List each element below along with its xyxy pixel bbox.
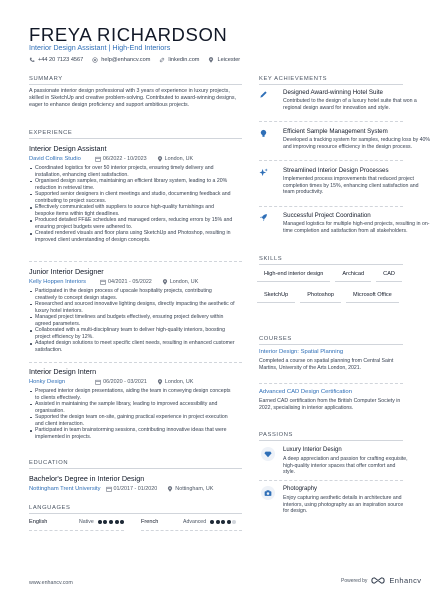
location-text: Leicester bbox=[217, 57, 241, 63]
courses-heading: COURSES bbox=[259, 336, 292, 342]
company-name: Honky Design bbox=[29, 379, 66, 385]
skill-tag: Microsoft Office bbox=[346, 288, 399, 303]
camera-icon bbox=[261, 486, 275, 500]
rating-dot-filled bbox=[216, 520, 220, 524]
job-location-text: London, UK bbox=[169, 279, 199, 285]
rating-dot-filled bbox=[120, 520, 124, 524]
rating-dot-filled bbox=[210, 520, 214, 524]
experience-rule bbox=[29, 138, 242, 139]
education-dates bbox=[106, 486, 158, 492]
candidate-name: FREYA RICHARDSON bbox=[29, 24, 228, 45]
footer-branding bbox=[341, 576, 421, 585]
job-location bbox=[162, 279, 198, 285]
achievement-title: Streamlined Interior Design Processes bbox=[283, 167, 389, 174]
email-contact[interactable] bbox=[92, 57, 150, 63]
achievements-rule bbox=[259, 84, 403, 85]
skill-tag: CAD bbox=[376, 267, 402, 282]
language-rating bbox=[98, 520, 124, 524]
achievements-heading: KEY ACHIEVEMENTS bbox=[259, 76, 328, 82]
list-item: Created rendered visuals and floor plans using SketchUp and Photoshop, resulting in improved client understanding of design concepts. bbox=[29, 230, 235, 243]
job-dates-text: 04/2021 - 05/2022 bbox=[108, 279, 152, 285]
rating-dot-filled bbox=[227, 520, 231, 524]
location-pin-icon bbox=[157, 156, 163, 162]
calendar-icon bbox=[100, 279, 106, 285]
achievement-desc: Implemented process improvements that reduced project completion times by 15%, enhancing client satisfaction and team productivity. bbox=[283, 176, 419, 196]
rocket-icon bbox=[259, 213, 268, 222]
list-item: Supported the design team on-site, gaining practical experience in project execution and client interaction. bbox=[29, 414, 235, 427]
skill-tag: Archicad bbox=[335, 267, 371, 282]
language-level: Advanced bbox=[183, 519, 207, 525]
contact-row bbox=[29, 57, 240, 63]
brand-name: Enhancv bbox=[389, 576, 422, 585]
job-dates-text: 06/2020 - 03/2021 bbox=[103, 379, 147, 385]
skills-list bbox=[257, 267, 407, 309]
location-contact bbox=[208, 57, 240, 63]
powered-by-text: Powered by bbox=[341, 577, 368, 584]
languages-heading: LANGUAGES bbox=[29, 505, 71, 511]
languages-rule bbox=[29, 513, 242, 514]
rating-dot-filled bbox=[221, 520, 225, 524]
skills-rule bbox=[259, 264, 403, 265]
job-meta bbox=[29, 156, 203, 162]
divider bbox=[29, 261, 242, 262]
list-item: Collaborated with a multi-disciplinary team to deliver high-quality interiors, boosting project efficiency by 12%. bbox=[29, 327, 235, 340]
job-bullets bbox=[29, 288, 235, 353]
list-item: Managed project timelines and budgets effectively, ensuring project delivery within agreed parameters. bbox=[29, 314, 235, 327]
list-item: Participated in the design process of upscale hospitality projects, contributing creatively to concept design stages. bbox=[29, 288, 235, 301]
link-icon bbox=[159, 57, 165, 63]
calendar-icon bbox=[95, 379, 101, 385]
education-heading: EDUCATION bbox=[29, 460, 69, 466]
degree-title: Bachelor's Degree in Interior Design bbox=[29, 474, 145, 483]
achievement-title: Efficient Sample Management System bbox=[283, 128, 388, 135]
passions-rule bbox=[259, 440, 403, 441]
language-row bbox=[141, 519, 236, 525]
rating-dot-filled bbox=[115, 520, 119, 524]
passion-title: Luxury Interior Design bbox=[283, 447, 342, 453]
language-row bbox=[29, 519, 124, 525]
achievement-desc: Contributed to the design of a luxury hotel suite that won a regional design award for innovation and style. bbox=[283, 98, 417, 111]
skill-tag: SketchUp bbox=[257, 288, 295, 303]
job-title: Interior Design Assistant bbox=[29, 144, 107, 153]
skills-heading: SKILLS bbox=[259, 256, 283, 262]
achievement-title: Successful Project Coordination bbox=[283, 212, 371, 219]
divider bbox=[259, 160, 403, 161]
calendar-icon bbox=[106, 486, 112, 492]
job-location-text: London, UK bbox=[164, 379, 194, 385]
courses-rule bbox=[259, 344, 403, 345]
divider bbox=[29, 362, 242, 363]
list-item: Coordinated logistics for over 50 interior projects, ensuring timely delivery and installation, enhancing client satisfaction. bbox=[29, 165, 235, 178]
rating-dot-filled bbox=[103, 520, 107, 524]
job-dates bbox=[95, 156, 147, 162]
achievement-title: Designed Award-winning Hotel Suite bbox=[283, 89, 383, 96]
phone-text: +44 20 7123 4567 bbox=[38, 57, 84, 63]
list-item: Participated in team brainstorming sessions, contributing innovative ideas that were implemented in projects. bbox=[29, 427, 235, 440]
location-pin-icon bbox=[162, 279, 168, 285]
skill-tag: Photoshop bbox=[300, 288, 341, 303]
linkedin-text: linkedin.com bbox=[168, 57, 200, 63]
rating-dot-empty bbox=[232, 520, 236, 524]
job-bullets bbox=[29, 388, 235, 440]
divider bbox=[259, 206, 403, 207]
company-name: David Collins Studio bbox=[29, 156, 81, 162]
course-title: Interior Design: Spatial Planning bbox=[259, 349, 344, 355]
location-pin-icon bbox=[157, 379, 163, 385]
language-name: English bbox=[29, 519, 48, 525]
divider bbox=[259, 121, 403, 122]
location-pin-icon bbox=[167, 486, 173, 492]
education-dates-text: 01/2017 - 01/2020 bbox=[113, 486, 158, 492]
language-name: French bbox=[141, 519, 159, 525]
list-item: Produced detailed FF&E schedules and managed orders, reducing errors by 15% and ensuring project budgets were adhered to. bbox=[29, 217, 235, 230]
course-desc: Completed a course on spatial planning from Central Saint Martins, University of the Arts London, 2021. bbox=[259, 358, 394, 371]
passion-desc: Enjoy capturing aesthetic details in architecture and interiors, using photography as an inspiration source for design. bbox=[283, 495, 404, 515]
job-location bbox=[157, 156, 193, 162]
rating-dot-filled bbox=[109, 520, 113, 524]
list-item: Supported senior designers in client meetings and studio, documenting feedback and contributing to project success. bbox=[29, 191, 235, 204]
rating-dot-filled bbox=[98, 520, 102, 524]
job-location bbox=[157, 379, 193, 385]
footer-site-link[interactable]: www.enhancv.com bbox=[29, 580, 73, 586]
education-meta bbox=[29, 486, 223, 492]
education-location-text: Nottingham, UK bbox=[175, 486, 214, 492]
phone-icon bbox=[29, 57, 35, 63]
achievement-desc: Developed a tracking system for samples, reducing loss by 40% and improving resource efficiency in the design process. bbox=[283, 137, 430, 150]
education-rule bbox=[29, 468, 242, 469]
divider bbox=[29, 530, 124, 531]
education-location bbox=[167, 486, 213, 492]
company-name: Kelly Hoppen Interiors bbox=[29, 279, 87, 285]
lightbulb-icon bbox=[259, 129, 268, 138]
list-item: Organised design samples, maintaining an efficient library system, leading to a 20% reduction in retrieval time. bbox=[29, 178, 235, 191]
passion-desc: A deep appreciation and passion for crafting exquisite, high-quality interior spaces that offer comfort and style. bbox=[283, 456, 408, 476]
summary-rule bbox=[29, 84, 242, 85]
passion-title: Photography bbox=[283, 486, 318, 492]
job-dates bbox=[95, 379, 147, 385]
summary-text: A passionate interior design professional with 3 years of experience in luxury projects, skilled in SketchUp and creative problem-solving. Contributed to award-winning designs, eager to enhance design proficiency and support ambitious projects. bbox=[29, 88, 236, 109]
job-bullets bbox=[29, 165, 235, 244]
stars-icon bbox=[259, 168, 268, 177]
skill-tag: High-end interior design bbox=[257, 267, 330, 282]
pen-icon bbox=[259, 90, 268, 99]
school-name: Nottingham Trent University bbox=[29, 486, 101, 492]
job-location-text: London, UK bbox=[164, 156, 194, 162]
job-meta bbox=[29, 379, 203, 385]
job-title: Junior Interior Designer bbox=[29, 267, 104, 276]
divider bbox=[259, 383, 403, 384]
list-item: Researched and sourced innovative lighting designs, directly impacting the aesthetic of luxury hotel interiors. bbox=[29, 301, 235, 314]
location-pin-icon bbox=[208, 57, 214, 63]
at-icon bbox=[92, 57, 98, 63]
experience-heading: EXPERIENCE bbox=[29, 130, 73, 136]
job-meta bbox=[29, 279, 208, 285]
course-title: Advanced CAD Design Certification bbox=[259, 389, 352, 395]
list-item: Prepared interior design presentations, aiding the team in conveying design concepts to clients effectively. bbox=[29, 388, 235, 401]
email-text: help@enhancv.com bbox=[101, 57, 151, 63]
job-title: Interior Design Intern bbox=[29, 367, 97, 376]
list-item: Adapted design solutions to meet specific client needs, resulting in enhanced customer satisfaction. bbox=[29, 340, 235, 353]
gem-icon bbox=[261, 447, 275, 461]
language-level: Native bbox=[79, 519, 94, 525]
candidate-role: Interior Design Assistant | High-End Interiors bbox=[29, 43, 171, 52]
divider bbox=[259, 480, 403, 481]
job-dates bbox=[100, 279, 152, 285]
achievement-desc: Managed logistics for multiple high-end projects, resulting in on-time completion and satisfaction from all stakeholders. bbox=[283, 221, 430, 234]
language-rating bbox=[210, 520, 236, 524]
list-item: Assisted in maintaining the sample library, leading to improved accessibility and organisation. bbox=[29, 401, 235, 414]
calendar-icon bbox=[95, 156, 101, 162]
course-desc: Earned CAD certification from the British Computer Society in 2022, specialising in interior applications. bbox=[259, 398, 401, 411]
enhancv-logo-icon bbox=[371, 576, 385, 585]
summary-heading: SUMMARY bbox=[29, 76, 63, 82]
phone-contact bbox=[29, 57, 83, 63]
job-dates-text: 06/2022 - 10/2023 bbox=[102, 156, 147, 162]
list-item: Effectively communicated with suppliers to source high-quality furnishings and bespoke items within tight deadlines. bbox=[29, 204, 235, 217]
passions-heading: PASSIONS bbox=[259, 432, 294, 438]
linkedin-contact[interactable] bbox=[159, 57, 199, 63]
divider bbox=[141, 530, 242, 531]
